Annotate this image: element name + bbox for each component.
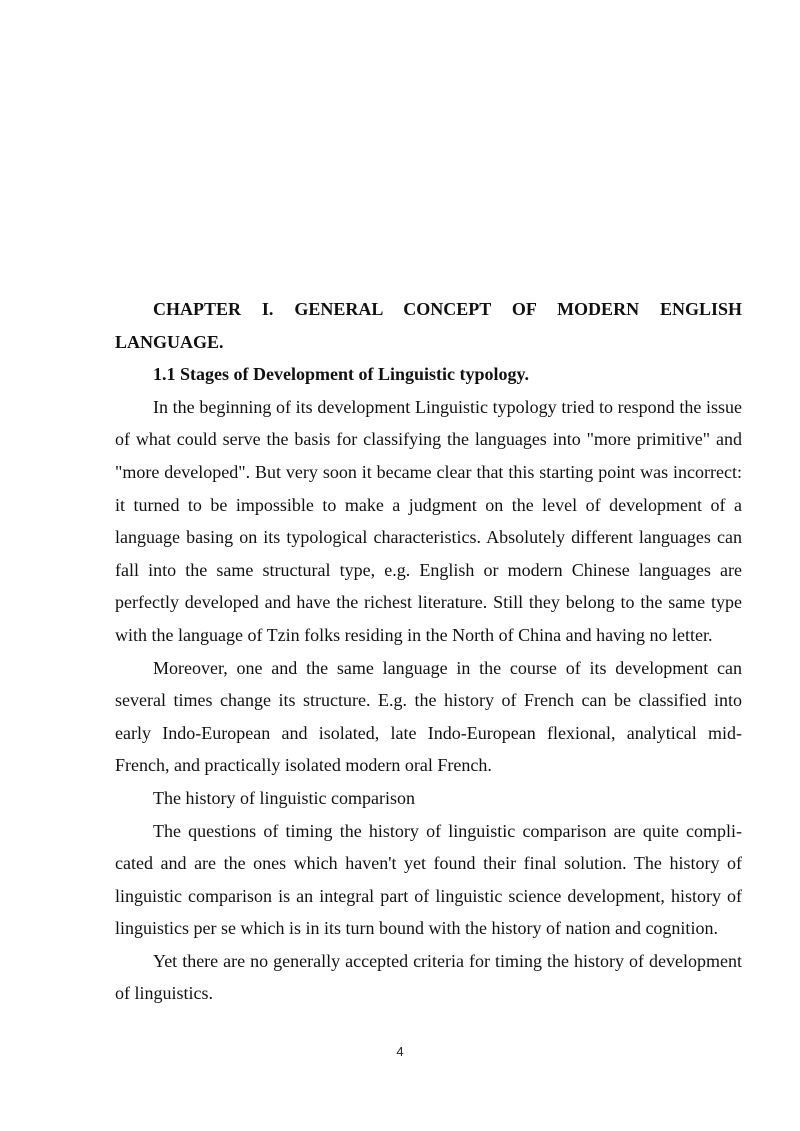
page-number: 4 [396, 1044, 404, 1059]
paragraph-no-criteria: Yet there are no generally accepted criteria for timing the history of development of linguistics. [115, 950, 742, 1004]
paragraph-typology-beginning: In the beginning of its development Linguistic typology tried to respond the issue of what could serve the basis for classifying the languages into "more primitive" and "more developed". But very soon it became clear that this starting point was incorrect: it turned to be impossible to make a judgment on the level of development of a language basing on its typological characteristics. Absolutely different languages can fall into the same structural type, e.g. English or modern Chinese languages are perfectly developed and have the richest literature. Still they belong to the same type with the language of Tzin folks residing in the North of China and having no letter. [115, 396, 742, 645]
chapter-title: CHAPTER I. GENERAL CONCEPT OF MODERN ENGLISH LANGUAGE. [115, 299, 742, 352]
subheading-history-comparison: The history of linguistic comparison [153, 787, 415, 808]
paragraph-timing-questions: The questions of timing the history of linguistic comparison are quite compli-cated and are the ones which haven't yet found their final solution. The history of linguistic comparison is an integral part of linguistic science development, history of linguistics per se which is in its turn bound with the history of nation and cognition. [115, 820, 742, 939]
section-heading: 1.1 Stages of Development of Linguistic typology. [153, 364, 529, 385]
paragraph-structure-change: Moreover, one and the same language in the course of its development can several times change its structure. E.g. the history of French can be classified into early Indo-European and isolated, late Indo-European flexional, analytical mid-French, and practically isolated modern oral French. [115, 657, 742, 776]
document-body [115, 293, 742, 1010]
